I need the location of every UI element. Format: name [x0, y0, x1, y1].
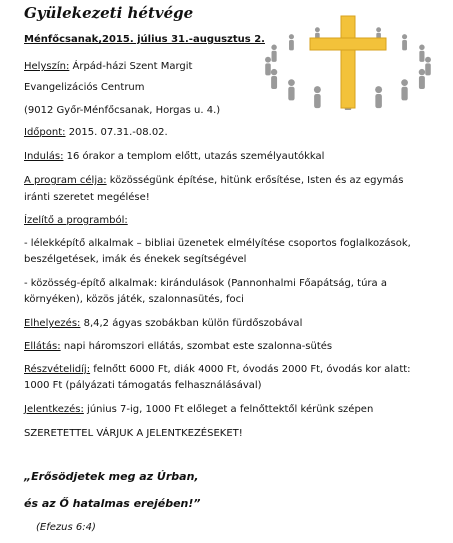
person-figure-head	[419, 45, 424, 50]
person-figure-head	[402, 34, 407, 39]
fee-line-1: Részvételidíj: felnőtt 6000 Ft, diák 4000 Ft, óvodás 2000 Ft, óvodás kor alatt:	[24, 364, 411, 375]
catering-info: Ellátás: napi háromszori ellátás, szombat este szalonna-sütés	[24, 341, 333, 352]
person-figure-body	[402, 40, 407, 50]
preview-item-1-line-1: - lélekképítő alkalmak – bibliai üzenetek elmélyítése csoportos foglalkozások,	[24, 238, 411, 249]
person-figure-head	[271, 45, 276, 50]
quote-reference: (Efezus 6:4)	[36, 522, 96, 533]
signup-info: Jelentkezés: június 7-ig, 1000 Ft előleget a felnőttektől kérünk szépen	[24, 404, 374, 415]
event-time: Időpont: 2015. 07.31.-08.02.	[24, 127, 168, 138]
venue-line-1: Helyszín: Árpád-házi Szent Margit	[24, 61, 193, 72]
fee-line-2: 1000 Ft (pályázati támogatás felhasználásával)	[24, 380, 262, 391]
closing-message: SZERETETTEL VÁRJUK A JELENTKEZÉSEKET!	[24, 428, 243, 439]
venue-address: (9012 Győr-Ménfőcsanak, Horgas u. 4.)	[24, 105, 221, 116]
preview-item-2-line-1: - közösség-építő alkalmak: kirándulások (Pannonhalmi Főapátság, túra a	[24, 278, 387, 289]
person-figure-head	[376, 27, 381, 32]
departure-info: Indulás: 16 órakor a templom előtt, utazás személyautókkal	[24, 151, 325, 162]
quote-line-2: és az Ő hatalmas erejében!”	[24, 497, 201, 510]
preview-item-2-line-2: környéken), közös játék, szalonnasütés, foci	[24, 294, 244, 305]
program-preview-heading: Ízelítő a programból:	[24, 215, 128, 226]
person-figure-head	[315, 27, 320, 32]
quote-line-1: „Erősödjetek meg az Úrban,	[24, 470, 199, 483]
event-date-location: Ménfőcsanak,2015. július 31.-augusztus 2.	[24, 34, 265, 45]
program-goal-line-1: A program célja: közösségünk építése, hitünk erősítése, Isten és az egymás	[24, 175, 404, 186]
program-goal-line-2: iránti szeretet megélése!	[24, 192, 150, 203]
person-figure-head	[289, 34, 294, 39]
venue-line-2: Evangelizációs Centrum	[24, 82, 145, 93]
document-title: Gyülekezeti hétvége	[24, 4, 194, 22]
preview-item-1-line-2: beszélgetések, imák és énekek segítségével	[24, 254, 247, 265]
person-figure-body	[289, 40, 294, 50]
accommodation-info: Elhelyezés: 8,4,2 ágyas szobákban külön fürdőszobával	[24, 318, 303, 329]
